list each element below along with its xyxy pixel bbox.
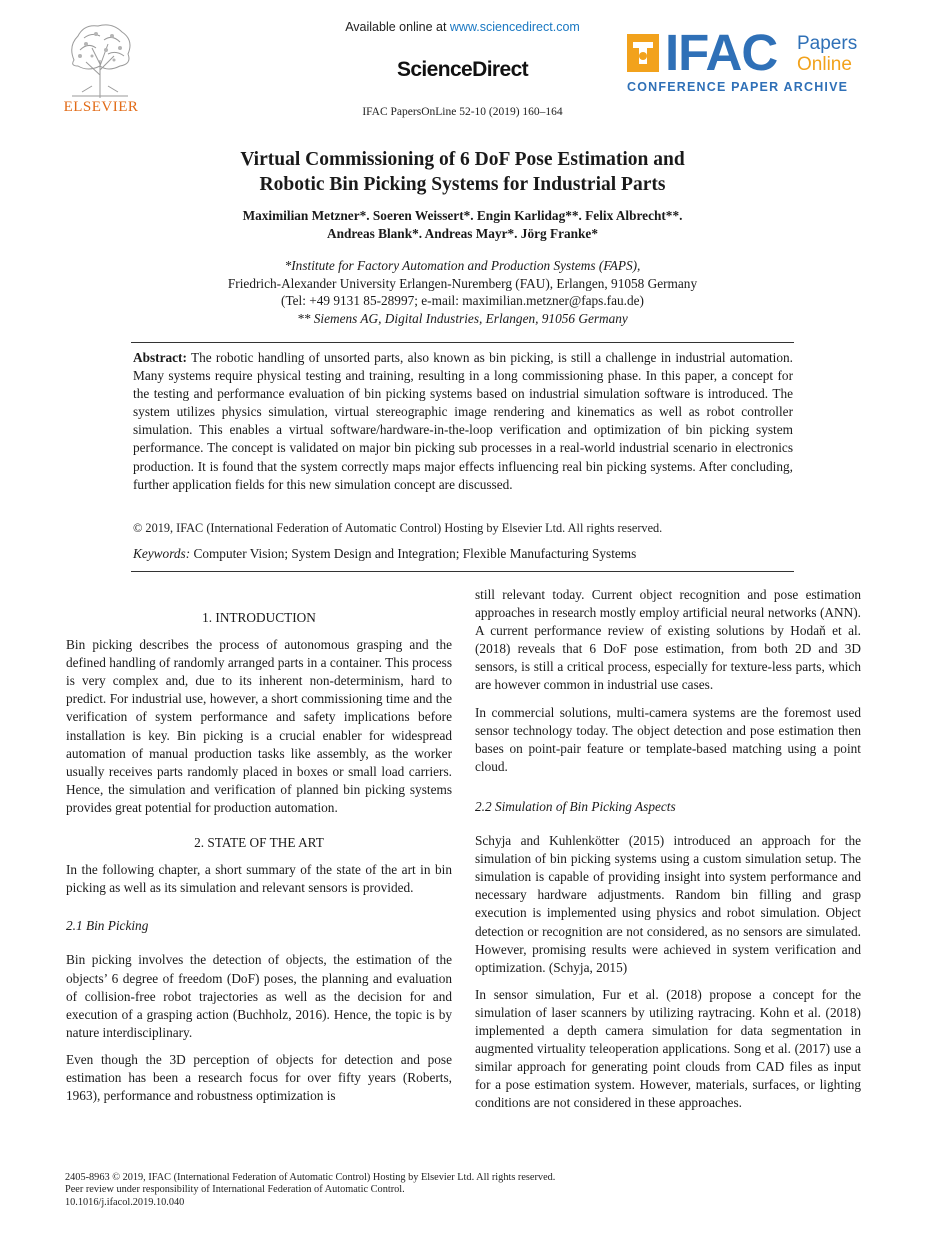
journal-reference: IFAC PapersOnLine 52-10 (2019) 160–164 bbox=[362, 106, 563, 118]
affiliation-line-3: (Tel: +49 9131 85-28997; e-mail: maximilian.metzner@faps.fau.de) bbox=[281, 293, 644, 309]
title-line-1: Virtual Commissioning of 6 DoF Pose Estimation and bbox=[240, 149, 685, 170]
affiliations bbox=[0, 257, 925, 327]
title-line-2: Robotic Bin Picking Systems for Industrial Parts bbox=[259, 174, 666, 195]
state-of-art-paragraph: In the following chapter, a short summary of the state of the art in bin picking as well as its simulation and relevant sensors is provided. bbox=[66, 862, 452, 896]
right-paragraph-1: still relevant today. Current object recognition and pose estimation approaches in research mostly employ artificial neural networks (ANN). A current performance review of existing solutions by Hodaň et al. (2018) reveals that 6 DoF pose estimation, from both 2D and 3D sensors, is still a critical process, especially for texture-less parts, which are however common in industrial use cases. bbox=[475, 587, 861, 693]
abstract-copyright: © 2019, IFAC (International Federation of Automatic Control) Hosting by Elsevier Ltd. All rights reserved. bbox=[133, 521, 663, 535]
available-prefix: Available online at bbox=[345, 20, 450, 34]
ifac-online-text: Online bbox=[797, 54, 852, 75]
right-paragraph-3: Schyja and Kuhlenkötter (2015) introduced an approach for the simulation of bin picking systems using a custom simulation setup. The simulation is capable of providing insight into system performance and necessary hardware adjustments. Random bin filling and grasp execution is implemented using physics and robot simulation. Object detection or recognition are not considered, as no sensors are simulated. However, promising results were achieved in system verification and optimization. (Schyja, 2015) bbox=[475, 833, 861, 975]
abstract-top-rule bbox=[131, 342, 794, 343]
authors-line-2: Andreas Blank*. Andreas Mayr*. Jörg Franke* bbox=[326, 226, 598, 241]
author-list bbox=[0, 207, 925, 243]
section-1-heading: 1. INTRODUCTION bbox=[202, 610, 316, 625]
ifac-emblem-icon bbox=[627, 34, 659, 72]
right-paragraph-4: In sensor simulation, Fur et al. (2018) propose a concept for the simulation of laser scanners by utilizing raytracing. Kohn et al. (2018) implemented a depth camera simulation for data segmentation in augmented virtuality teleoperation applications. Song et al. (2017) use a similar approach for generating point clouds from CAD files as input for a pose estimation system. However, materials, surfaces, or lighting conditions are not considered in these approaches. bbox=[475, 986, 861, 1111]
footer-copyright: 2405-8963 © 2019, IFAC (International Federation of Automatic Control) Hosting by Elsevier Ltd. All rights reserved. bbox=[65, 1172, 556, 1183]
bin-picking-paragraph-1: Bin picking involves the detection of objects, the estimation of the objects’ 6 degree of freedom (DoF) poses, the planning and evaluation of collision-free robot trajectories as well as the decision for and execution of a grasping action (Buchholz, 2016). Hence, the topic is by nature interdisciplinary. bbox=[66, 952, 452, 1040]
ifac-logo-text: IFAC bbox=[665, 24, 778, 81]
ifac-archive-text: CONFERENCE PAPER ARCHIVE bbox=[627, 80, 849, 94]
section-2-heading: 2. STATE OF THE ART bbox=[194, 835, 324, 851]
intro-paragraph: Bin picking describes the process of autonomous grasping and the defined handling of randomly arranged parts in a container. This process is very complex and, due to its inherent non-determinism, hard to predict. For industrial use, however, a short commissioning time and the verification of system performance and safety implications before installation is key. Bin picking is a crucial enabler for widespread automation of manual production tasks like assembly, as the worker usually receives parts randomly placed in boxes or small load carriers. Hence, the simulation and verification of planned bin picking systems provides great potential for production automation. bbox=[66, 637, 452, 815]
abstract-text: The robotic handling of unsorted parts, also known as bin picking, is still a challenge in industrial automation. Many systems require physical testing and training, resulting in a long commissioning phase. In this paper, a concept for the testing and performance evaluation of bin picking systems based on industrial simulation software is introduced. The system utilizes physics simulation, virtual stereographic image rendering and kinematics as well as robot controller simulation. This enables a virtual software/hardware-in-the-loop verification and optimization of bin picking system performance. The concept is validated on major bin picking sub processes in a real-world industrial scenario in electronics production. It is found that the system correctly maps major effects influencing real bin picking systems. After concluding, further application fields for this new simulation concept are discussed. bbox=[133, 350, 793, 492]
right-paragraph-2: In commercial solutions, multi-camera systems are the foremost used sensor technology today. The object detection and pose estimation then bases on point-pair feature or template-based matching using a point cloud. bbox=[475, 704, 861, 774]
ifac-papers-text: Papers bbox=[797, 33, 858, 54]
left-column bbox=[66, 609, 452, 1105]
abstract-bottom-rule bbox=[131, 571, 794, 572]
sciencedirect-link[interactable]: www.sciencedirect.com bbox=[449, 20, 580, 34]
footer-doi[interactable]: 10.1016/j.ifacol.2019.10.040 bbox=[65, 1196, 185, 1208]
bin-picking-paragraph-2: Even though the 3D perception of objects for detection and pose estimation has been a research focus for over fifty years (Roberts, 1963), performance and robustness optimization is bbox=[66, 1051, 452, 1104]
keywords-label: Keywords: bbox=[133, 546, 191, 561]
abstract bbox=[133, 349, 793, 494]
paper-title bbox=[0, 147, 925, 197]
subsection-2-1-heading: 2.1 Bin Picking bbox=[66, 918, 149, 934]
affiliation-line-4: ** Siemens AG, Digital Industries, Erlangen, 91056 Germany bbox=[297, 310, 628, 326]
right-column bbox=[475, 586, 861, 1112]
elsevier-tree-icon bbox=[62, 20, 138, 100]
page-footer bbox=[65, 1172, 865, 1209]
affiliation-line-2: Friedrich-Alexander University Erlangen-Nuremberg (FAU), Erlangen, 91058 Germany bbox=[227, 275, 698, 291]
authors-line-1: Maximilian Metzner*. Soeren Weissert*. Engin Karlidag**. Felix Albrecht**. bbox=[242, 208, 683, 223]
sciencedirect-logo-text: ScienceDirect bbox=[396, 58, 529, 81]
keywords bbox=[133, 546, 793, 562]
affiliation-line-1: *Institute for Factory Automation and Production Systems (FAPS), bbox=[284, 258, 641, 273]
elsevier-logo-text: ELSEVIER bbox=[63, 99, 139, 115]
keywords-text: Computer Vision; System Design and Integration; Flexible Manufacturing Systems bbox=[190, 546, 637, 561]
available-online-line bbox=[0, 20, 925, 34]
subsection-2-2-heading: 2.2 Simulation of Bin Picking Aspects bbox=[475, 798, 676, 814]
footer-peer-review: Peer review under responsibility of International Federation of Automatic Control. bbox=[65, 1184, 405, 1196]
abstract-label: Abstract: bbox=[133, 350, 187, 365]
